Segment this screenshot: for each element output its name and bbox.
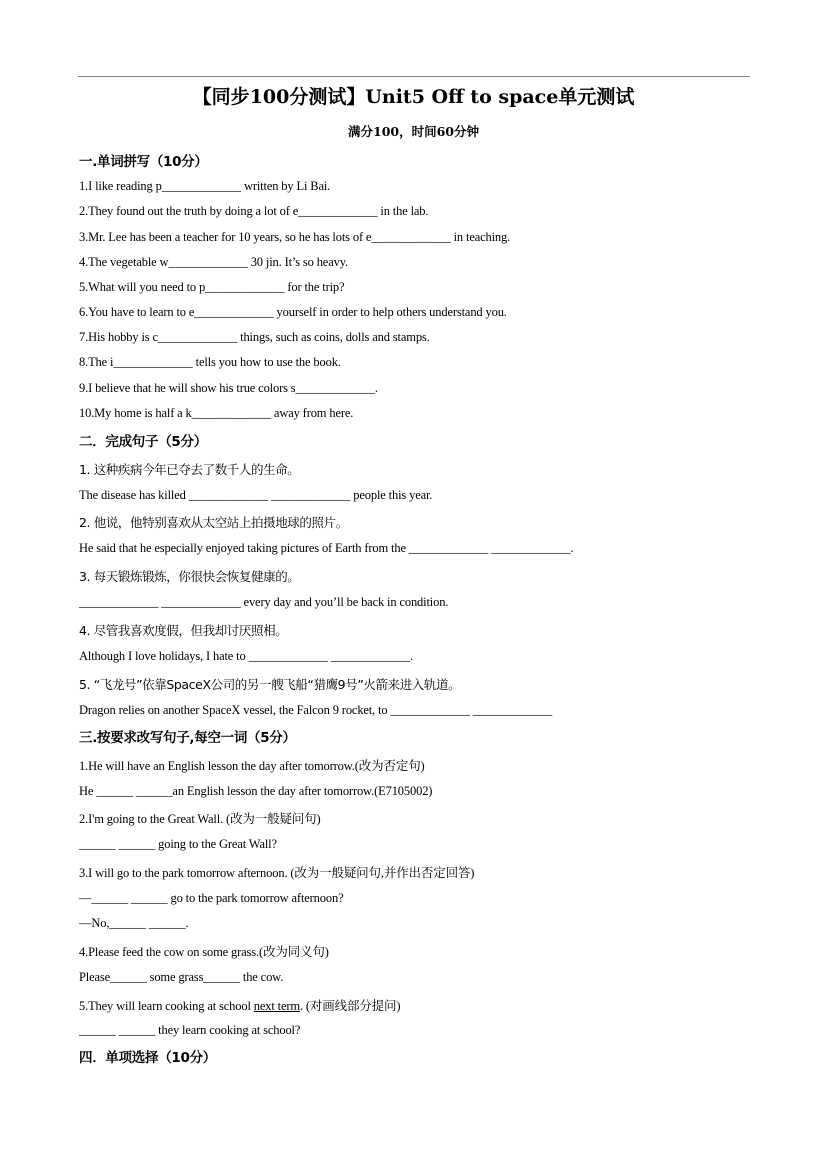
section-heading: 一.单词拼写（10分）	[79, 154, 208, 170]
answer-line: —______ ______ go to the park tomorrow afternoon?	[79, 891, 344, 905]
question-line: The disease has killed _____________ _____________ people this year.	[79, 488, 433, 502]
page-subtitle: 满分100，时间60分钟	[348, 124, 479, 139]
question-line: 3.I will go to the park tomorrow afternoon. (改为一般疑问句,并作出否定回答)	[79, 866, 475, 880]
question-line: _____________ _____________ every day and you’ll be back in condition.	[79, 595, 449, 609]
question-line: 10.My home is half a k_____________ away from here.	[79, 406, 354, 420]
question-line: 5.What will you need to p_____________ for the trip?	[79, 280, 345, 294]
question-line: 7.His hobby is c_____________ things, such as coins, dolls and stamps.	[79, 330, 430, 344]
underlined-phrase: next term	[253, 999, 300, 1013]
section-heading: 四．单项选择（10分）	[79, 1050, 216, 1066]
question-text: 5.They will learn cooking at school	[79, 999, 254, 1013]
question-line: 1.He will have an English lesson the day after tomorrow.(改为否定句)	[79, 759, 425, 773]
chinese-prompt: 1. 这种疾病今年已夺去了数千人的生命。	[79, 462, 300, 477]
question-line: 6.You have to learn to e_____________ yourself in order to help others understand you.	[79, 305, 507, 319]
question-line: 3.Mr. Lee has been a teacher for 10 years, so he has lots of e_____________ in teaching.	[79, 230, 511, 244]
question-line: 2.I'm going to the Great Wall. (改为一般疑问句)	[79, 812, 321, 826]
chinese-prompt: 5. “飞龙号”依靠SpaceX公司的另一艘飞船“猎鹰9号”火箭来进入轨道。	[79, 677, 461, 692]
question-line: 1.I like reading p_____________ written by Li Bai.	[79, 179, 331, 193]
answer-line: ______ ______ they learn cooking at school?	[79, 1023, 301, 1037]
section-heading: 三.按要求改写句子,每空一词（5分）	[79, 730, 296, 746]
question-line: He said that he especially enjoyed taking pictures of Earth from the _____________ _____________.	[79, 541, 574, 555]
question-line: 4.Please feed the cow on some grass.(改为同义句)	[79, 945, 329, 959]
question-line: Although I love holidays, I hate to _____________ _____________.	[79, 649, 414, 663]
answer-line: —No,______ ______.	[79, 916, 189, 930]
answer-line: He ______ ______an English lesson the day after tomorrow.(E7105002)	[79, 784, 433, 798]
question-instruction: . (对画线部分提问)	[299, 999, 401, 1013]
answer-line: Please______ some grass______ the cow.	[79, 970, 284, 984]
question-line: 4.The vegetable w_____________ 30 jin. It’s so heavy.	[79, 255, 348, 269]
header-rule	[78, 76, 750, 77]
chinese-prompt: 4. 尽管我喜欢度假，但我却讨厌照相。	[79, 623, 288, 638]
chinese-prompt: 3. 每天锻炼锻炼，你很快会恢复健康的。	[79, 569, 300, 584]
section-heading: 二．完成句子（5分）	[79, 434, 207, 450]
answer-line: ______ ______ going to the Great Wall?	[79, 837, 277, 851]
question-line: 8.The i_____________ tells you how to use the book.	[79, 355, 341, 369]
page-title: 【同步100分测试】Unit5 Off to space单元测试	[192, 86, 635, 108]
chinese-prompt: 2. 他说，他特别喜欢从太空站上拍摄地球的照片。	[79, 515, 348, 530]
question-line: 9.I believe that he will show his true colors s_____________.	[79, 381, 378, 395]
question-line: Dragon relies on another SpaceX vessel, the Falcon 9 rocket, to _____________ _____________	[79, 703, 553, 717]
question-line	[79, 996, 400, 1014]
question-line: 2.They found out the truth by doing a lot of e_____________ in the lab.	[79, 204, 429, 218]
